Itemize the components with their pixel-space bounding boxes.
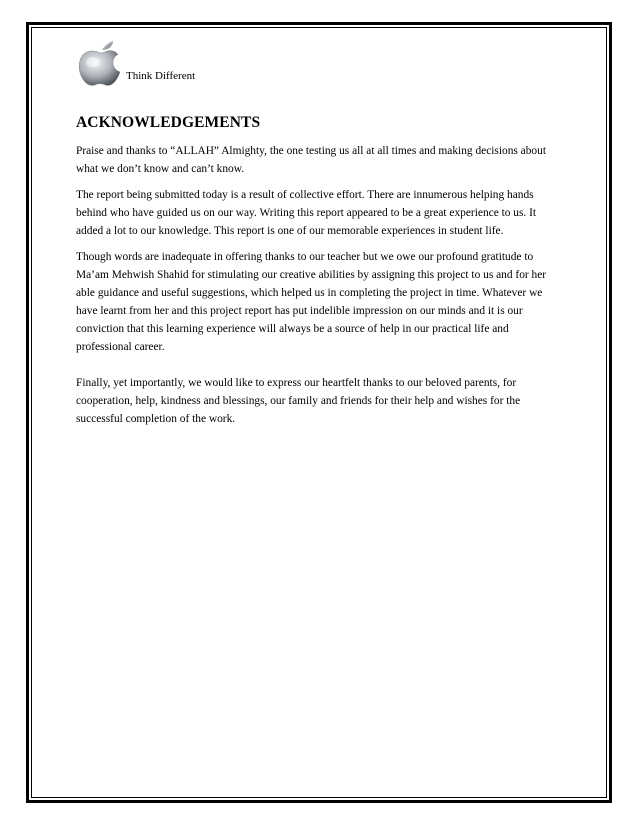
page-header	[76, 38, 336, 90]
page-title: ACKNOWLEDGEMENTS	[76, 114, 261, 131]
paragraph-collective-effort: The report being submitted today is a result of collective effort. There are innumerous helping hands behind who have guided us on our way. Writing this report appeared to be a great experience to us. It added a lot to our knowledge. This report is one of our memorable experiences in student life.	[76, 189, 537, 237]
paragraph-praise: Praise and thanks to “ALLAH” Almighty, the one testing us all at all times and making decisions about what we don’t know and can’t know.	[76, 145, 546, 175]
paragraph-parents-thanks: Finally, yet importantly, we would like to express our heartfelt thanks to our beloved parents, for cooperation, help, kindness and blessings, our family and friends for their help and wishes for the successful completion of the work.	[76, 377, 521, 425]
document-body	[76, 114, 566, 436]
header-tagline: Think Different	[126, 70, 196, 82]
paragraph-teacher-gratitude: Though words are inadequate in offering thanks to our teacher but we owe our profound gratitude to Ma’am Mehwish Shahid for stimulating our creative abilities by assigning this project to us and for her able guidance and useful suggestions, which helped us in completing the project in time. Whatever we have learnt from her and this project report has put indelible impression on our minds and it is our conviction that this learning experience will always be a source of help in our practical life and professional career.	[76, 251, 547, 353]
apple-logo-icon	[76, 38, 124, 88]
